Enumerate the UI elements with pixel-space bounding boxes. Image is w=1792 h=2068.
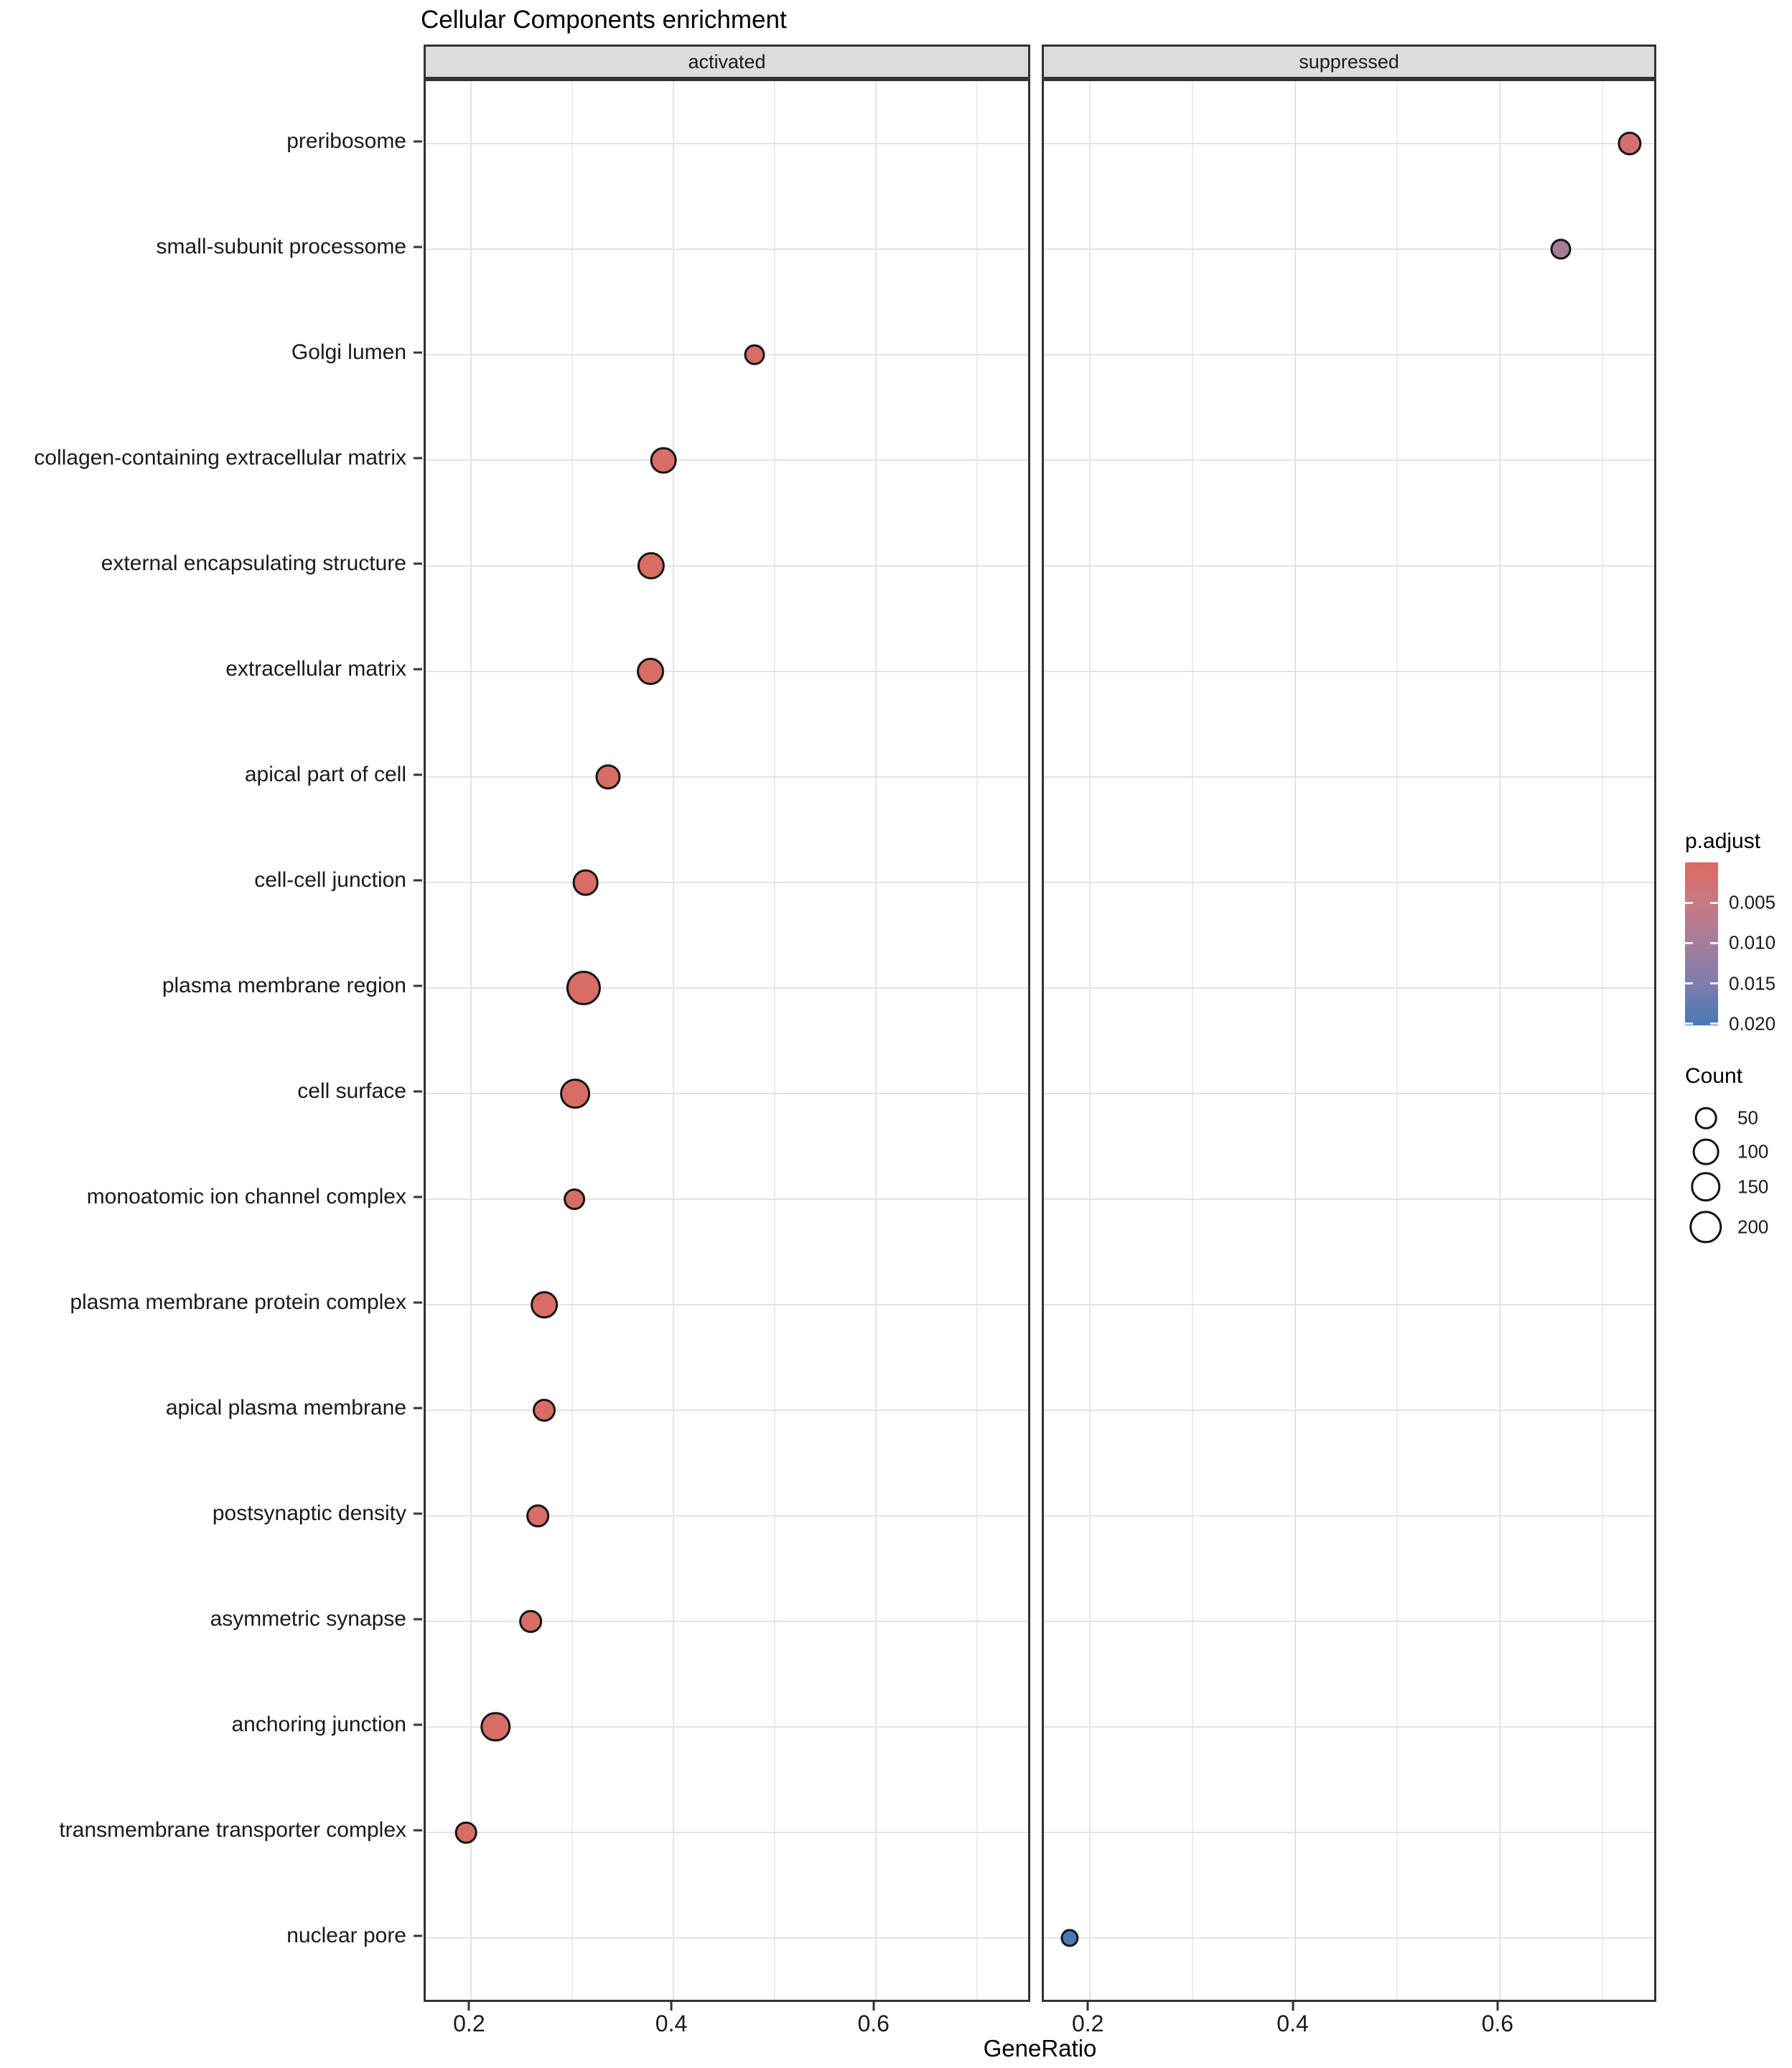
x-tick xyxy=(1496,2002,1498,2011)
y-axis-label-plasma-membrane-protein-complex: plasma membrane protein complex xyxy=(70,1290,406,1314)
data-point-plasma-membrane-protein-complex xyxy=(531,1291,558,1318)
row-gridline xyxy=(1044,1726,1654,1728)
row-gridline xyxy=(426,1937,1028,1939)
y-axis-label-transmembrane-transporter-complex: transmembrane transporter complex xyxy=(59,1818,406,1842)
data-point-plasma-membrane-region xyxy=(566,971,601,1005)
y-tick xyxy=(414,1302,422,1304)
colorbar-tick xyxy=(1685,1023,1693,1025)
minor-gridline-x-0.7 xyxy=(1602,81,1603,2000)
facet-strip-suppressed xyxy=(1042,45,1656,79)
row-gridline xyxy=(426,248,1028,250)
data-point-nuclear-pore xyxy=(1060,1929,1078,1947)
row-gridline xyxy=(1044,776,1654,778)
data-point-apical-part-of-cell xyxy=(595,764,620,789)
y-tick xyxy=(414,246,422,248)
major-gridline-x-0.6 xyxy=(1499,81,1501,2000)
row-gridline xyxy=(1044,1093,1654,1094)
row-gridline xyxy=(1044,1937,1654,1939)
count-legend-circle-200 xyxy=(1689,1211,1722,1243)
data-point-transmembrane-transporter-complex xyxy=(455,1822,477,1844)
y-axis-label-extracellular-matrix: extracellular matrix xyxy=(225,657,406,681)
colorbar-tick xyxy=(1710,942,1718,944)
row-gridline xyxy=(426,1621,1028,1622)
data-point-collagen-containing-extracellular-matrix xyxy=(650,447,677,474)
row-gridline xyxy=(1044,460,1654,461)
y-tick xyxy=(414,1830,422,1832)
data-point-extracellular-matrix xyxy=(637,658,664,685)
y-axis-label-collagen-containing-extracellular-matrix: collagen-containing extracellular matrix xyxy=(34,446,406,470)
row-gridline xyxy=(1044,565,1654,567)
y-tick xyxy=(414,141,422,143)
major-gridline-x-0.6 xyxy=(875,81,877,2000)
x-tick-label: 0.4 xyxy=(1277,2011,1309,2036)
row-gridline xyxy=(1044,354,1654,355)
x-tick xyxy=(671,2002,673,2011)
facet-strip-label: suppressed xyxy=(1299,50,1399,73)
y-axis-label-cell-surface: cell surface xyxy=(297,1079,406,1103)
facet-strip-activated xyxy=(424,45,1030,79)
row-gridline xyxy=(426,354,1028,355)
x-tick xyxy=(1087,2002,1089,2011)
y-tick xyxy=(414,985,422,987)
row-gridline xyxy=(426,1832,1028,1833)
y-tick xyxy=(414,1513,422,1515)
count-legend-label: 150 xyxy=(1737,1175,1769,1198)
y-axis-label-apical-plasma-membrane: apical plasma membrane xyxy=(165,1396,406,1420)
row-gridline xyxy=(426,987,1028,989)
y-axis-label-monoatomic-ion-channel-complex: monoatomic ion channel complex xyxy=(86,1185,406,1208)
colorbar-tick xyxy=(1685,982,1693,984)
y-axis-label-cell-cell-junction: cell-cell junction xyxy=(254,868,406,892)
data-point-postsynaptic-density xyxy=(526,1504,549,1527)
row-gridline xyxy=(1044,143,1654,144)
row-gridline xyxy=(426,1410,1028,1411)
y-axis-label-nuclear-pore: nuclear pore xyxy=(286,1924,406,1947)
x-axis-title: GeneRatio xyxy=(983,2035,1097,2062)
row-gridline xyxy=(1044,1198,1654,1200)
page-title: Cellular Components enrichment xyxy=(421,6,787,34)
x-tick-label: 0.6 xyxy=(857,2011,890,2036)
row-gridline xyxy=(426,671,1028,672)
row-gridline xyxy=(426,565,1028,567)
row-gridline xyxy=(1044,1515,1654,1517)
minor-gridline-x-0.5 xyxy=(774,81,775,2000)
data-point-external-encapsulating-structure xyxy=(638,552,665,579)
row-gridline xyxy=(1044,1832,1654,1833)
plot-panel-suppressed xyxy=(1042,79,1656,2002)
y-tick xyxy=(414,1935,422,1937)
minor-gridline-x-0.7 xyxy=(976,81,978,2000)
colorbar-tick-label: 0.005 xyxy=(1729,891,1776,913)
colorbar-tick xyxy=(1710,1023,1718,1025)
row-gridline xyxy=(426,460,1028,461)
count-legend-circle-50 xyxy=(1695,1107,1717,1130)
count-legend-label: 50 xyxy=(1737,1107,1758,1129)
count-legend-label: 200 xyxy=(1737,1216,1769,1238)
row-gridline xyxy=(1044,1621,1654,1622)
row-gridline xyxy=(426,1093,1028,1094)
row-gridline xyxy=(1044,1410,1654,1411)
x-tick xyxy=(1292,2002,1294,2011)
data-point-preribosome xyxy=(1618,131,1641,155)
data-point-cell-cell-junction xyxy=(572,870,599,896)
y-tick xyxy=(414,457,422,460)
y-tick xyxy=(414,563,422,565)
y-axis-label-plasma-membrane-region: plasma membrane region xyxy=(162,974,406,997)
colorbar-tick xyxy=(1710,982,1718,984)
major-gridline-x-0.4 xyxy=(673,81,674,2000)
data-point-cell-surface xyxy=(560,1079,590,1109)
y-tick xyxy=(414,1407,422,1410)
y-axis-label-postsynaptic-density: postsynaptic density xyxy=(212,1501,406,1525)
colorbar-tick-label: 0.015 xyxy=(1729,972,1776,995)
x-tick-label: 0.6 xyxy=(1481,2011,1514,2036)
y-tick xyxy=(414,1724,422,1726)
minor-gridline-x-0.3 xyxy=(571,81,573,2000)
row-gridline xyxy=(1044,671,1654,672)
colorbar-tick xyxy=(1710,902,1718,904)
legend-count-title: Count xyxy=(1685,1064,1743,1088)
plot-panel-activated xyxy=(424,79,1030,2002)
y-axis-label-golgi-lumen: Golgi lumen xyxy=(291,340,406,364)
y-axis-label-small-subunit-processome: small-subunit processome xyxy=(156,235,406,258)
facet-strip-label: activated xyxy=(688,50,766,73)
major-gridline-x-0.2 xyxy=(470,81,472,2000)
y-tick xyxy=(414,774,422,776)
y-axis-label-external-encapsulating-structure: external encapsulating structure xyxy=(101,551,406,575)
colorbar-tick-label: 0.010 xyxy=(1729,931,1776,954)
row-gridline xyxy=(426,776,1028,778)
count-legend-circle-150 xyxy=(1691,1172,1720,1201)
row-gridline xyxy=(1044,987,1654,989)
y-axis-label-apical-part-of-cell: apical part of cell xyxy=(244,763,406,786)
x-tick xyxy=(468,2002,470,2011)
data-point-asymmetric-synapse xyxy=(520,1610,543,1633)
y-axis-label-anchoring-junction: anchoring junction xyxy=(231,1713,406,1736)
legend-padjust-title: p.adjust xyxy=(1685,829,1761,853)
count-legend-circle-100 xyxy=(1693,1139,1719,1165)
data-point-golgi-lumen xyxy=(744,344,765,365)
minor-gridline-x-0.5 xyxy=(1396,81,1398,2000)
data-point-small-subunit-processome xyxy=(1551,238,1572,259)
row-gridline xyxy=(426,882,1028,883)
major-gridline-x-0.4 xyxy=(1294,81,1296,2000)
row-gridline xyxy=(426,1198,1028,1200)
x-tick-label: 0.2 xyxy=(1071,2011,1104,2036)
x-tick-label: 0.4 xyxy=(655,2011,688,2036)
y-tick xyxy=(414,352,422,354)
colorbar-tick-label: 0.020 xyxy=(1729,1012,1776,1035)
x-tick-label: 0.2 xyxy=(453,2011,485,2036)
y-tick xyxy=(414,1618,422,1621)
y-axis-label-asymmetric-synapse: asymmetric synapse xyxy=(210,1607,406,1631)
count-legend-label: 100 xyxy=(1737,1140,1769,1163)
minor-gridline-x-0.3 xyxy=(1192,81,1193,2000)
data-point-apical-plasma-membrane xyxy=(533,1399,556,1422)
y-tick xyxy=(414,1196,422,1198)
row-gridline xyxy=(1044,1304,1654,1305)
colorbar-tick xyxy=(1685,902,1693,904)
y-tick xyxy=(414,1091,422,1093)
row-gridline xyxy=(426,143,1028,144)
y-tick xyxy=(414,669,422,671)
y-axis-label-preribosome: preribosome xyxy=(286,129,406,153)
row-gridline xyxy=(1044,882,1654,883)
colorbar-tick xyxy=(1685,942,1693,944)
x-tick xyxy=(872,2002,874,2011)
row-gridline xyxy=(426,1726,1028,1728)
major-gridline-x-0.2 xyxy=(1089,81,1091,2000)
row-gridline xyxy=(426,1515,1028,1517)
row-gridline xyxy=(426,1304,1028,1305)
data-point-monoatomic-ion-channel-complex xyxy=(564,1188,585,1210)
y-tick xyxy=(414,880,422,882)
data-point-anchoring-junction xyxy=(480,1712,510,1741)
